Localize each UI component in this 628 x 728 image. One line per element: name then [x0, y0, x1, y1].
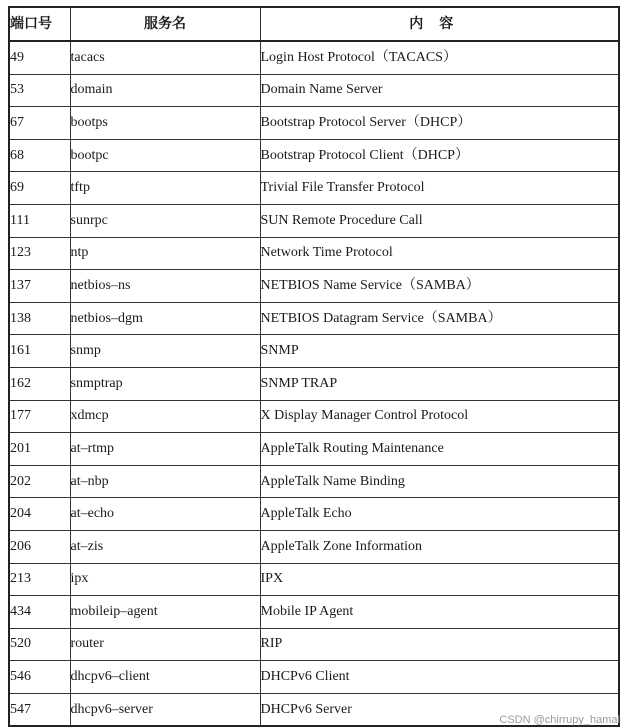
- table-row: [9, 302, 619, 335]
- service-cell: dhcpv6–server: [70, 693, 260, 726]
- table-row: [9, 237, 619, 270]
- port-cell: 177: [9, 400, 70, 433]
- table-row: [9, 661, 619, 694]
- description-cell: Login Host Protocol（TACACS）: [260, 41, 619, 74]
- port-cell: 137: [9, 270, 70, 303]
- table-row: [9, 139, 619, 172]
- port-cell: 123: [9, 237, 70, 270]
- port-cell: 547: [9, 693, 70, 726]
- table-row: [9, 530, 619, 563]
- description-cell: X Display Manager Control Protocol: [260, 400, 619, 433]
- port-cell: 546: [9, 661, 70, 694]
- description-cell: SUN Remote Procedure Call: [260, 204, 619, 237]
- service-cell: snmp: [70, 335, 260, 368]
- service-cell: xdmcp: [70, 400, 260, 433]
- description-cell: Mobile IP Agent: [260, 596, 619, 629]
- service-cell: at–zis: [70, 530, 260, 563]
- description-cell: RIP: [260, 628, 619, 661]
- description-cell: AppleTalk Zone Information: [260, 530, 619, 563]
- description-cell: IPX: [260, 563, 619, 596]
- description-cell: AppleTalk Echo: [260, 498, 619, 531]
- description-cell: DHCPv6 Client: [260, 661, 619, 694]
- description-cell: SNMP TRAP: [260, 367, 619, 400]
- header-port: 端口号: [9, 7, 70, 41]
- port-cell: 213: [9, 563, 70, 596]
- service-cell: tftp: [70, 172, 260, 205]
- service-cell: at–nbp: [70, 465, 260, 498]
- description-cell: Network Time Protocol: [260, 237, 619, 270]
- service-cell: ipx: [70, 563, 260, 596]
- port-cell: 201: [9, 433, 70, 466]
- service-cell: ntp: [70, 237, 260, 270]
- port-cell: 204: [9, 498, 70, 531]
- service-cell: at–echo: [70, 498, 260, 531]
- table-body: [9, 41, 619, 726]
- service-cell: router: [70, 628, 260, 661]
- port-cell: 138: [9, 302, 70, 335]
- port-cell: 161: [9, 335, 70, 368]
- table-row: [9, 498, 619, 531]
- watermark: CSDN @chirrupy_hamal: [499, 714, 620, 726]
- description-cell: NETBIOS Name Service（SAMBA）: [260, 270, 619, 303]
- header-service: 服务名: [70, 7, 260, 41]
- port-cell: 68: [9, 139, 70, 172]
- service-cell: dhcpv6–client: [70, 661, 260, 694]
- header-row: [9, 7, 619, 41]
- port-cell: 111: [9, 204, 70, 237]
- table-row: [9, 107, 619, 140]
- port-cell: 69: [9, 172, 70, 205]
- table-row: [9, 465, 619, 498]
- port-cell: 162: [9, 367, 70, 400]
- service-cell: at–rtmp: [70, 433, 260, 466]
- port-cell: 520: [9, 628, 70, 661]
- table-row: [9, 596, 619, 629]
- table-header: [9, 7, 619, 41]
- description-cell: Trivial File Transfer Protocol: [260, 172, 619, 205]
- table-row: [9, 204, 619, 237]
- port-cell: 53: [9, 74, 70, 107]
- service-cell: mobileip–agent: [70, 596, 260, 629]
- service-cell: netbios–ns: [70, 270, 260, 303]
- service-cell: domain: [70, 74, 260, 107]
- service-cell: snmptrap: [70, 367, 260, 400]
- table-row: [9, 628, 619, 661]
- description-cell: Bootstrap Protocol Server（DHCP）: [260, 107, 619, 140]
- service-cell: sunrpc: [70, 204, 260, 237]
- service-cell: bootps: [70, 107, 260, 140]
- port-cell: 202: [9, 465, 70, 498]
- table-row: [9, 335, 619, 368]
- table-row: [9, 172, 619, 205]
- description-cell: Bootstrap Protocol Client（DHCP）: [260, 139, 619, 172]
- port-cell: 206: [9, 530, 70, 563]
- service-cell: bootpc: [70, 139, 260, 172]
- service-cell: netbios–dgm: [70, 302, 260, 335]
- table-row: [9, 400, 619, 433]
- description-cell: Domain Name Server: [260, 74, 619, 107]
- table-row: [9, 270, 619, 303]
- description-cell: SNMP: [260, 335, 619, 368]
- description-cell: AppleTalk Routing Maintenance: [260, 433, 619, 466]
- description-cell: NETBIOS Datagram Service（SAMBA）: [260, 302, 619, 335]
- table-row: [9, 433, 619, 466]
- table-row: [9, 74, 619, 107]
- service-cell: tacacs: [70, 41, 260, 74]
- table-row: [9, 41, 619, 74]
- port-cell: 49: [9, 41, 70, 74]
- port-cell: 434: [9, 596, 70, 629]
- port-service-table: [8, 6, 620, 727]
- description-cell: AppleTalk Name Binding: [260, 465, 619, 498]
- header-description: 内容: [260, 7, 619, 41]
- table-row: [9, 563, 619, 596]
- table-row: [9, 367, 619, 400]
- description-cell: DHCPv6 Server: [260, 693, 619, 726]
- port-cell: 67: [9, 107, 70, 140]
